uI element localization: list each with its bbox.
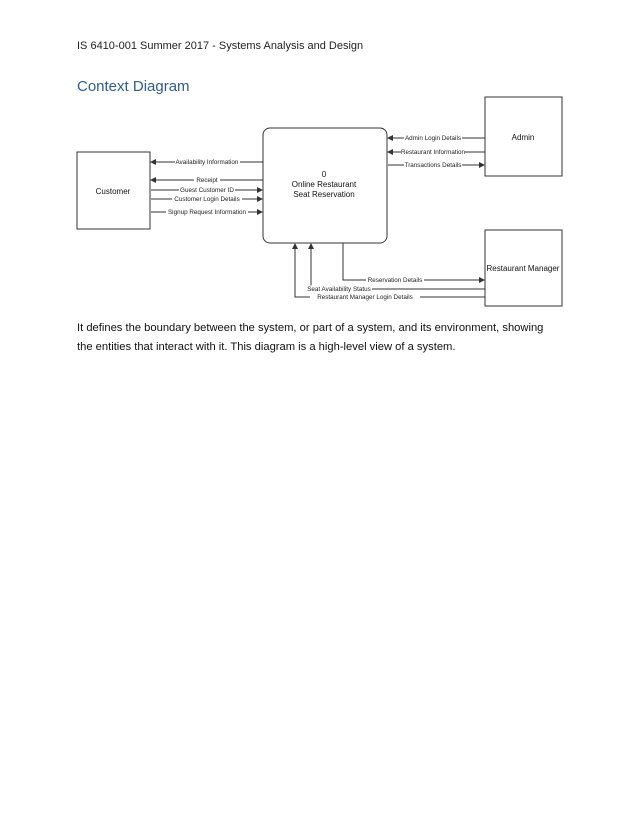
process-number: 0 xyxy=(321,170,327,179)
admin-entity-label: Admin xyxy=(511,133,535,142)
flow-reservation-details xyxy=(343,243,484,280)
process-name-line2: Seat Reservation xyxy=(293,190,355,199)
description-paragraph xyxy=(77,319,572,357)
flow-label-signup-request-information: Signup Request Information xyxy=(167,209,247,216)
page-header: IS 6410-001 Summer 2017 - Systems Analysis and Design xyxy=(77,40,364,52)
flow-label-reservation-details: Reservation Details xyxy=(367,277,423,284)
flow-label-availability-information: Availability Information xyxy=(175,159,239,166)
flow-label-receipt: Receipt xyxy=(196,177,218,184)
flow-label-seat-availability-status: Seat Availability Status xyxy=(307,286,371,293)
flow-label-admin-login-details: Admin Login Details xyxy=(404,135,462,142)
context-diagram xyxy=(0,0,638,320)
flow-label-guest-customer-id: Guest Customer ID xyxy=(180,187,234,194)
manager-entity-label: Restaurant Manager xyxy=(486,264,560,273)
flow-label-restaurant-manager-login-details: Restaurant Manager Login Details xyxy=(317,294,413,301)
section-title: Context Diagram xyxy=(77,78,190,95)
paragraph-line-2: the entities that interact with it. This diagram is a high-level view of a system. xyxy=(77,341,456,353)
flow-label-customer-login-details: Customer Login Details xyxy=(174,196,240,203)
paragraph-line-1: It defines the boundary between the system, or part of a system, and its environment, showing xyxy=(77,322,544,334)
flow-label-restaurant-information: Restaurant Information xyxy=(400,149,466,156)
flow-label-transactions-details: Transactions Details xyxy=(404,162,462,169)
process-name-line1: Online Restaurant xyxy=(291,180,357,189)
customer-entity-label: Customer xyxy=(95,187,131,196)
